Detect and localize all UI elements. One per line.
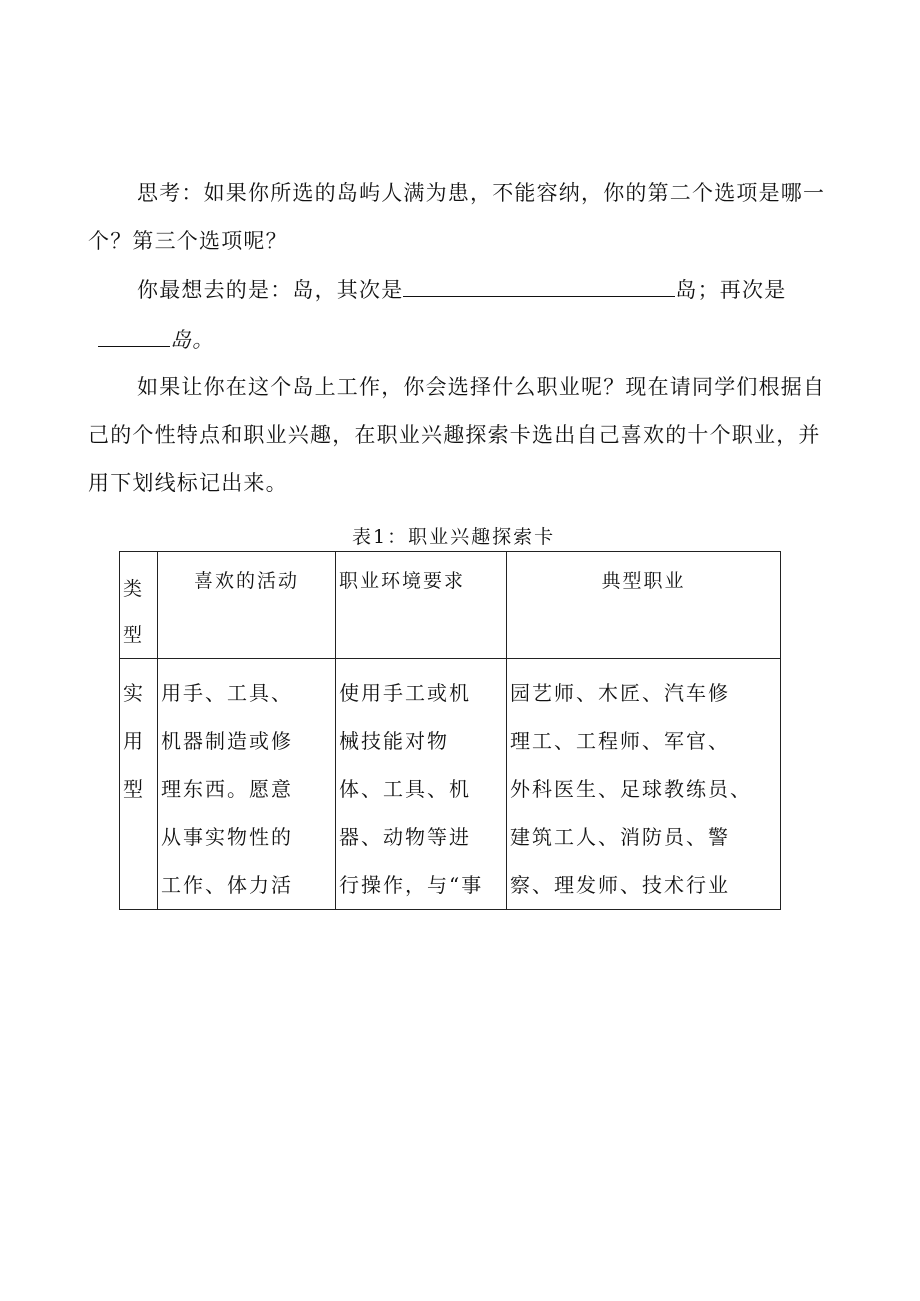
header-environment-label: 职业环境要求 (339, 570, 466, 592)
table-header-row (120, 552, 781, 659)
table-row (120, 659, 781, 910)
career-interest-table (119, 551, 781, 910)
job-instruction-line-2: 己的个性特点和职业兴趣，在职业兴趣探索卡选出自己喜欢的十个职业，并 (88, 423, 821, 447)
third-choice-line (98, 324, 214, 355)
row-type-char: 用 (123, 729, 143, 753)
row-activities (158, 659, 336, 910)
jobs-line: 建筑工人、消防员、警 (510, 825, 730, 849)
row-environment (336, 659, 507, 910)
jobs-line: 园艺师、木匠、汽车修 (510, 681, 730, 705)
activities-line: 工作、体力活 (161, 873, 293, 897)
activities-line: 用手、工具、 (161, 681, 293, 705)
question-line-2: 个？第三个选项呢？ (88, 229, 288, 253)
preference-second-text: 岛；再次是 (675, 278, 787, 302)
activities-line: 机器制造或修 (161, 729, 293, 753)
third-choice-suffix: 岛。 (170, 328, 215, 352)
row-jobs (507, 659, 781, 910)
second-choice-blank[interactable] (403, 274, 675, 297)
header-type-char: 类 (123, 578, 145, 600)
preference-first-text: 你最想去的是：岛，其次是 (137, 278, 404, 302)
environment-line: 使用手工或机 (339, 681, 471, 705)
table-caption: 表1：职业兴趣探索卡 (352, 526, 556, 548)
header-activities (158, 552, 336, 659)
header-type-char: 型 (123, 624, 145, 646)
job-instruction-line-3: 用下划线标记出来。 (88, 471, 288, 495)
environment-line: 行操作，与“事 (339, 873, 484, 897)
environment-line: 器、动物等进 (339, 825, 471, 849)
jobs-line: 理工、工程师、军官、 (510, 729, 730, 753)
third-choice-blank[interactable] (98, 324, 170, 347)
activities-line: 从事实物性的 (161, 825, 293, 849)
header-environment (336, 552, 507, 659)
jobs-line: 察、理发师、技术行业 (510, 873, 730, 897)
header-jobs (507, 552, 781, 659)
preference-line (137, 274, 786, 305)
row-type-char: 型 (123, 777, 143, 801)
header-type (120, 552, 158, 659)
row-type (120, 659, 158, 910)
environment-line: 械技能对物 (339, 729, 449, 753)
question-line-1: 思考：如果你所选的岛屿人满为患，不能容纳，你的第二个选项是哪一 (137, 181, 826, 205)
environment-line: 体、工具、机 (339, 777, 471, 801)
jobs-line: 外科医生、足球教练员、 (510, 777, 752, 801)
row-type-char: 实 (123, 681, 143, 705)
activities-line: 理东西。愿意 (161, 777, 293, 801)
header-jobs-label: 典型职业 (601, 570, 686, 592)
header-activities-label: 喜欢的活动 (193, 570, 299, 592)
job-instruction-line-1: 如果让你在这个岛上工作，你会选择什么职业呢？现在请同学们根据自 (137, 375, 826, 399)
